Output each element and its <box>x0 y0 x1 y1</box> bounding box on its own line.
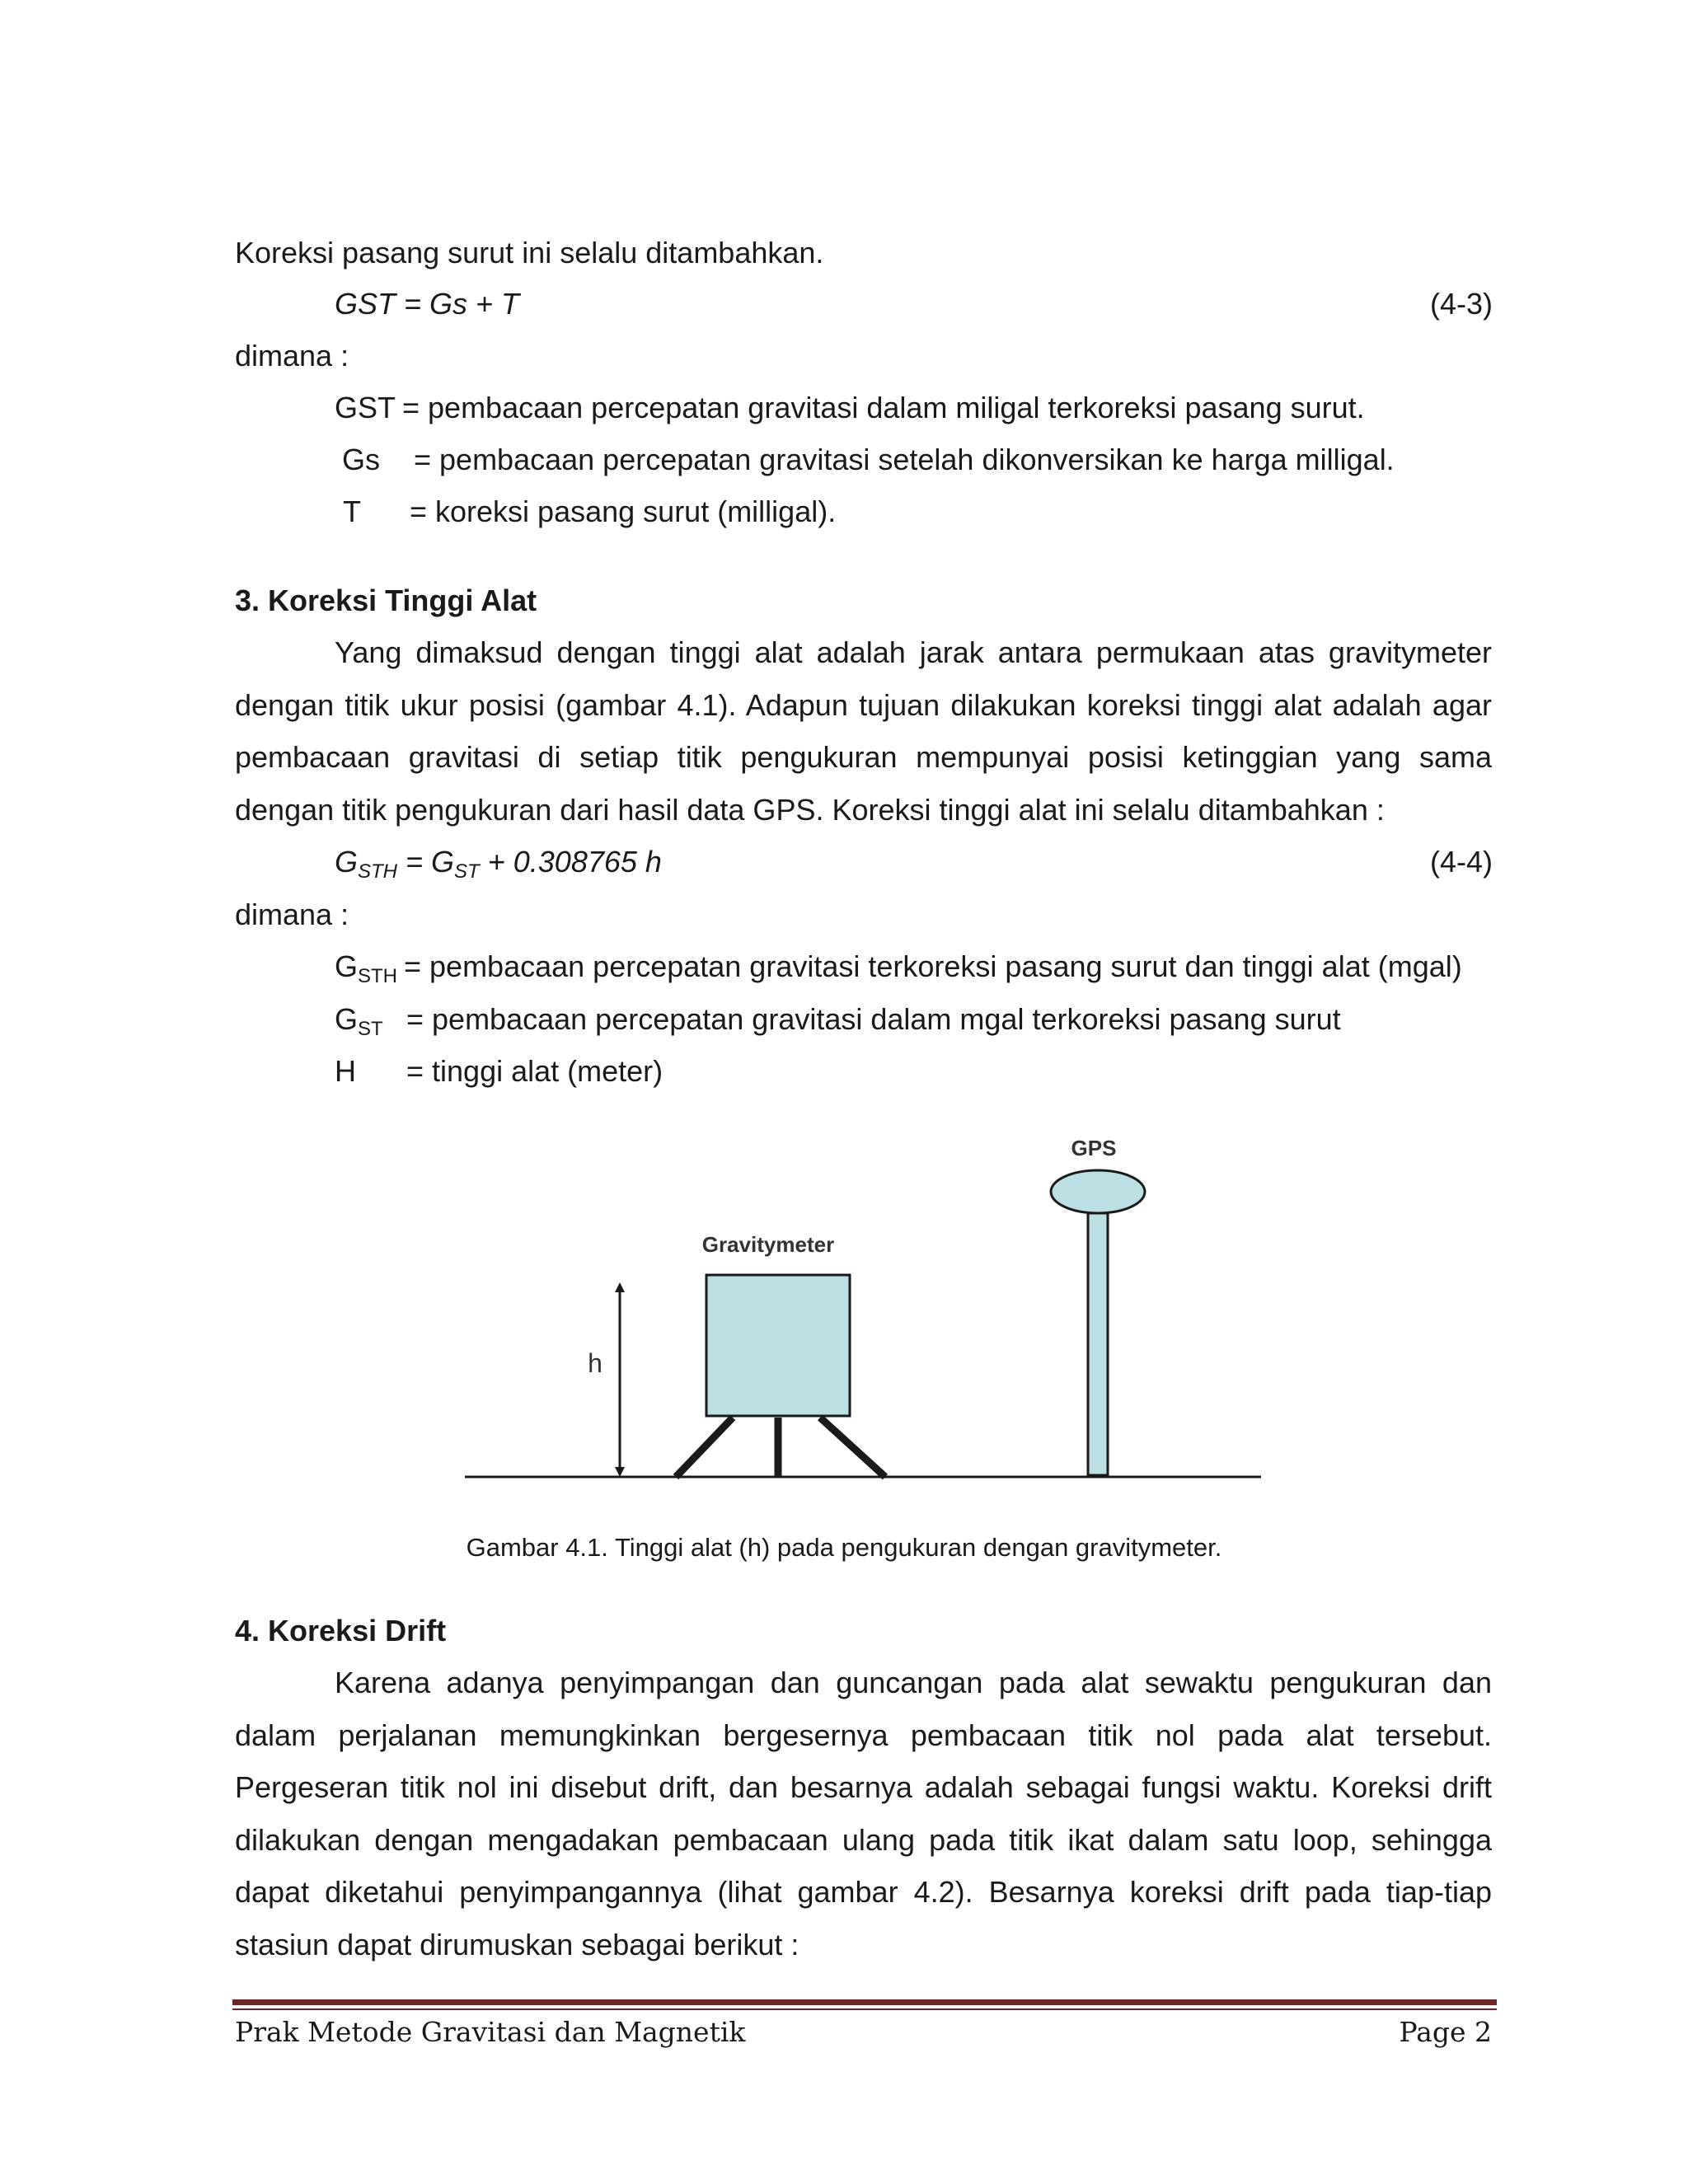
def-sym-h: H <box>335 1054 356 1088</box>
dimana-label-2: dimana : <box>235 898 349 931</box>
paragraph-line: dengan titik ukur posisi (gambar 4.1). Adapun tujuan dilakukan koreksi tinggi alat adalah agar <box>235 688 1492 722</box>
section-3-heading: 3. Koreksi Tinggi Alat <box>235 583 537 617</box>
intro-text: Koreksi pasang surut ini selalu ditambahkan. <box>235 236 824 269</box>
def-sym-sub: STH <box>358 965 398 987</box>
section-4-heading: 4. Koreksi Drift <box>235 1614 447 1647</box>
footer-rule-thick <box>232 1999 1497 2005</box>
def-desc-gst2: = pembacaan percepatan gravitasi dalam mgal terkoreksi pasang surut <box>406 1002 1341 1036</box>
paragraph-line: dalam perjalanan memungkinkan bergesernya pembacaan titik nol pada alat tersebut. <box>235 1718 1492 1752</box>
footer-rule-thin <box>232 2008 1497 2010</box>
equation-4-3: GST = Gs + T <box>335 287 520 321</box>
gps-label: GPS <box>1071 1136 1117 1160</box>
paragraph-line: Karena adanya penyimpangan dan guncangan pada alat sewaktu pengukuran dan <box>335 1666 1492 1699</box>
dimana-label-1: dimana : <box>235 339 349 373</box>
eq-sub-st: ST <box>454 860 480 883</box>
def-sym-gst: GST <box>335 391 396 424</box>
def-sym-t: T <box>343 494 361 528</box>
gravitymeter-box <box>706 1275 850 1416</box>
def-desc-gst: = pembacaan percepatan gravitasi dalam miligal terkoreksi pasang surut. <box>402 391 1365 424</box>
def-desc-h: = tinggi alat (meter) <box>406 1054 663 1088</box>
def-sym-sub: ST <box>358 1018 383 1040</box>
gps-antenna <box>1051 1170 1145 1213</box>
def-sym-gs: Gs <box>342 443 381 476</box>
footer-page-number: Page 2 <box>1399 2016 1492 2048</box>
eq-g: G <box>335 845 359 879</box>
equation-number-4-3: (4-3) <box>1429 287 1493 321</box>
tripod-leg-left <box>676 1418 733 1477</box>
footer-title: Prak Metode Gravitasi dan Magnetik <box>235 2016 746 2048</box>
equation-number-4-4: (4-4) <box>1429 845 1493 879</box>
eq-rest: + 0.308765 h <box>479 845 662 879</box>
gps-pole <box>1088 1213 1108 1475</box>
def-desc-t: = koreksi pasang surut (milligal). <box>410 494 837 528</box>
figure-caption: Gambar 4.1. Tinggi alat (h) pada pengukuran dengan gravitymeter. <box>466 1533 1222 1562</box>
paragraph-line: stasiun dapat dirumuskan sebagai berikut : <box>235 1928 799 1961</box>
paragraph-line: pembacaan gravitasi di setiap titik pengukuran mempunyai posisi ketinggian yang sama <box>235 740 1492 774</box>
def-desc-gsth: = pembacaan percepatan gravitasi terkoreksi pasang surut dan tinggi alat (mgal) <box>404 949 1462 983</box>
paragraph-line: dilakukan dengan mengadakan pembacaan ulang pada titik ikat dalam satu loop, sehingga <box>235 1823 1492 1857</box>
h-label: h <box>588 1348 603 1378</box>
gravitymeter-label: Gravitymeter <box>701 1232 835 1257</box>
def-sym-letter: G <box>335 1002 359 1036</box>
def-sym-letter: G <box>335 949 359 983</box>
paragraph-line: dapat diketahui penyimpangannya (lihat gambar 4.2). Besarnya koreksi drift pada tiap-tiap <box>235 1875 1492 1909</box>
paragraph-line: dengan titik pengukuran dari hasil data GPS. Koreksi tinggi alat ini selalu ditambahkan : <box>235 793 1385 827</box>
def-desc-gs: = pembacaan percepatan gravitasi setelah dikonversikan ke harga milligal. <box>414 443 1395 476</box>
eq-equals-g: = G <box>397 845 455 879</box>
paragraph-line: Yang dimaksud dengan tinggi alat adalah jarak antara permukaan atas gravitymeter <box>335 635 1492 669</box>
tripod-leg-right <box>820 1418 885 1477</box>
paragraph-line: Pergeseran titik nol ini disebut drift, dan besarnya adalah sebagai fungsi waktu. Koreksi drift <box>235 1770 1492 1804</box>
eq-sub-sth: STH <box>358 860 398 883</box>
